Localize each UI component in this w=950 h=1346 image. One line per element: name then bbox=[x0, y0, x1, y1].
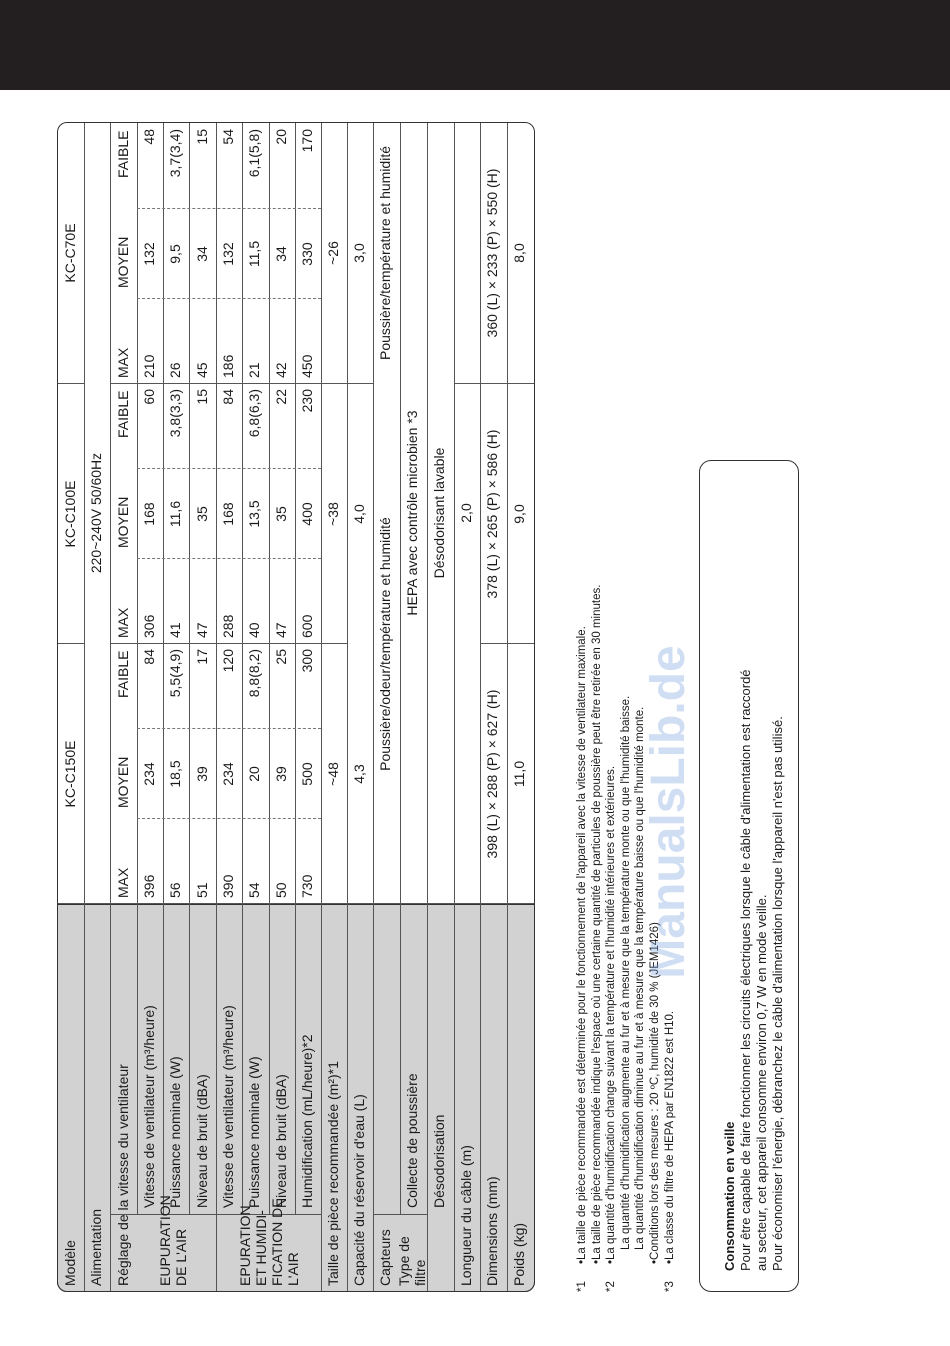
value-cell: 18,5 bbox=[167, 760, 183, 788]
label-taille: Taille de pièce recommandée (m²)*1 bbox=[325, 1061, 341, 1286]
value-cell: 35 bbox=[273, 506, 289, 522]
value-cell: 84 bbox=[220, 389, 236, 405]
alimentation-value: 220~240V 50/60Hz bbox=[88, 452, 104, 574]
value-cell: 54 bbox=[246, 882, 262, 898]
value-cell: 3,7(3,4) bbox=[167, 129, 183, 178]
value-cell: ~38 bbox=[325, 502, 341, 526]
value-cell: 21 bbox=[246, 362, 262, 378]
label-type-filtre-1: Type de bbox=[396, 1236, 412, 1286]
spec-table bbox=[57, 122, 535, 1292]
note-1a: •La taille de pièce recommandée est déterminée pour le fonctionnement de l'appareil avec la vitesse de ventilateur maximale. bbox=[576, 626, 588, 1264]
note-marker-1: *1 bbox=[576, 1281, 588, 1292]
note-2c: La quantité d'humidification diminue au fur et à mesure que la température baisse ou que l'humidité monte. bbox=[634, 706, 647, 1250]
label-humidification: Humidification (mL/heure)*2 bbox=[299, 1034, 315, 1208]
note-2a: •La quantité d'humidification change suivant la température et l'humidité intérieures et extérieures. bbox=[605, 765, 618, 1264]
value-cell: 8,0 bbox=[511, 243, 527, 263]
label-group-hum-1: EPURATION bbox=[237, 1205, 253, 1286]
label-group-hum-2: ET HUMIDI- bbox=[253, 1210, 269, 1286]
value-cell: 600 bbox=[299, 614, 315, 638]
label-hum-vitesse: Vitesse de ventilateur (m³/heure) bbox=[220, 1005, 236, 1208]
value-cell: 4,0 bbox=[351, 504, 367, 524]
standby-box bbox=[699, 460, 799, 1292]
speed-faible-150: FAIBLE bbox=[115, 650, 131, 698]
value-cell: 15 bbox=[194, 389, 210, 405]
label-group-air-2: DE L'AIR bbox=[173, 1228, 189, 1286]
note-1b: •La taille de pièce recommandée indique l'espace où une certaine quantité de particules de poussière peut être retirée en 30 minutes. bbox=[590, 584, 603, 1264]
label-modele: Modèle bbox=[62, 1240, 78, 1286]
value-cell: 234 bbox=[141, 762, 157, 786]
value-cell: 56 bbox=[167, 882, 183, 898]
value-cell: 54 bbox=[220, 129, 236, 145]
value-cell: 40 bbox=[246, 622, 262, 638]
standby-title: Consommation en veille bbox=[722, 1121, 737, 1271]
capteurs-value-a: Poussière/odeur/température et humidité bbox=[377, 517, 393, 771]
watermark: ManualsLib.de bbox=[642, 645, 695, 979]
value-cell: 11,6 bbox=[167, 500, 183, 528]
value-cell: 60 bbox=[141, 389, 157, 405]
value-cell: 22 bbox=[273, 389, 289, 405]
value-cell: 210 bbox=[141, 354, 157, 378]
value-cell: 51 bbox=[194, 882, 210, 898]
value-cell: 234 bbox=[220, 762, 236, 786]
value-cell: 11,5 bbox=[246, 240, 262, 268]
value-cell: 3,0 bbox=[351, 243, 367, 263]
label-capacite: Capacité du réservoir d'eau (L) bbox=[351, 1094, 367, 1286]
value-cell: 34 bbox=[273, 246, 289, 262]
capteurs-value-b: Poussière/température et humidité bbox=[377, 146, 393, 360]
value-cell: 378 (L) × 265 (P) × 586 (H) bbox=[484, 429, 500, 599]
label-dimensions: Dimensions (mm) bbox=[484, 1176, 500, 1286]
value-cell: 230 bbox=[299, 389, 315, 413]
value-cell: 39 bbox=[194, 766, 210, 782]
label-air-puissance: Puissance nominale (W) bbox=[167, 1056, 183, 1208]
value-cell: 120 bbox=[220, 649, 236, 673]
note-marker-2: *2 bbox=[605, 1281, 617, 1292]
value-cell: 13,5 bbox=[246, 500, 262, 528]
value-cell: 400 bbox=[299, 502, 315, 526]
speed-max-150: MAX bbox=[115, 867, 131, 898]
label-air-bruit: Niveau de bruit (dBA) bbox=[194, 1074, 210, 1208]
standby-line-3: Pour économiser l'énergie, débranchez le câble d'alimentation lorsque l'appareil n'est pas utilisé. bbox=[770, 716, 785, 1271]
value-cell: 45 bbox=[194, 362, 210, 378]
value-cell: 9,5 bbox=[167, 244, 183, 264]
value-cell: 132 bbox=[220, 242, 236, 266]
note-3: •La classe du filtre de HEPA par EN1822 est H10. bbox=[663, 1010, 676, 1264]
speed-max-100: MAX bbox=[115, 607, 131, 638]
label-type-filtre-2: filtre bbox=[412, 1259, 428, 1286]
value-cell: 34 bbox=[194, 246, 210, 262]
speed-faible-70: FAIBLE bbox=[115, 130, 131, 178]
label-hum-puissance: Puissance nominale (W) bbox=[246, 1056, 262, 1208]
model-name-kc-c150e: KC-C150E bbox=[62, 740, 78, 808]
speed-max-70: MAX bbox=[115, 347, 131, 378]
value-cell: 25 bbox=[273, 649, 289, 665]
value-cell: 84 bbox=[141, 649, 157, 665]
value-cell: 170 bbox=[299, 129, 315, 153]
label-desodorisation: Désodorisation bbox=[431, 1114, 447, 1208]
value-cell: 730 bbox=[299, 874, 315, 898]
value-cell: 450 bbox=[299, 354, 315, 378]
value-cell: 3,8(3,3) bbox=[167, 389, 183, 438]
note-2b: La quantité d'humidification augmente au fur et à mesure que la température monte ou que l'humidité baisse. bbox=[619, 695, 632, 1250]
value-cell: 168 bbox=[220, 502, 236, 526]
label-alimentation: Alimentation bbox=[88, 1208, 104, 1286]
value-cell: 500 bbox=[299, 762, 315, 786]
label-reglage: Réglage de la vitesse du ventilateur bbox=[115, 1064, 131, 1286]
label-capteurs: Capteurs bbox=[377, 1229, 393, 1286]
value-cell: 390 bbox=[220, 874, 236, 898]
note-2d: •Conditions lors des mesures : 20 ºC, humidité de 30 % (JEM1426) bbox=[649, 922, 661, 1264]
label-poids: Poids (kg) bbox=[511, 1222, 527, 1286]
value-cell: 5,5(4,9) bbox=[167, 649, 183, 698]
value-cell: 20 bbox=[246, 766, 262, 782]
value-cell: 330 bbox=[299, 242, 315, 266]
rotated-page bbox=[45, 2, 925, 1292]
note-marker-3: *3 bbox=[664, 1281, 676, 1292]
value-cell: 11,0 bbox=[511, 760, 527, 788]
value-cell: 26 bbox=[167, 362, 183, 378]
value-cell: 300 bbox=[299, 649, 315, 673]
label-longueur: Longueur du câble (m) bbox=[458, 1145, 474, 1286]
speed-faible-100: FAIBLE bbox=[115, 390, 131, 438]
label-group-hum-3: FICATION DE bbox=[269, 1198, 285, 1286]
value-cell: 41 bbox=[167, 622, 183, 638]
label-collecte: Collecte de poussière bbox=[404, 1073, 420, 1208]
standby-line-2: au secteur, cet appareil consomme environ 0,7 W en mode veille. bbox=[754, 894, 769, 1271]
standby-line-1: Pour être capable de faire fonctionner les circuits électriques lorsque le câble d'alimentation est raccordé bbox=[738, 669, 753, 1271]
value-cell: 35 bbox=[194, 506, 210, 522]
longueur-value: 2,0 bbox=[458, 503, 474, 523]
speed-moyen-100: MOYEN bbox=[115, 496, 131, 548]
value-cell: 360 (L) × 233 (P) × 550 (H) bbox=[484, 168, 500, 338]
value-cell: 15 bbox=[194, 129, 210, 145]
speed-moyen-70: MOYEN bbox=[115, 236, 131, 288]
value-cell: 17 bbox=[194, 649, 210, 665]
value-cell: 4,3 bbox=[351, 764, 367, 784]
value-cell: 47 bbox=[194, 622, 210, 638]
label-group-hum-4: L'AIR bbox=[285, 1252, 301, 1286]
value-cell: 42 bbox=[273, 362, 289, 378]
value-cell: 186 bbox=[220, 354, 236, 378]
label-group-air-1: EUPURATION bbox=[157, 1195, 173, 1286]
value-cell: 288 bbox=[220, 614, 236, 638]
speed-moyen-150: MOYEN bbox=[115, 756, 131, 808]
value-cell: 8,8(8,2) bbox=[246, 649, 262, 698]
value-cell: 132 bbox=[141, 242, 157, 266]
collecte-value: HEPA avec contrôle microbien *3 bbox=[404, 410, 420, 616]
model-name-kc-c100e: KC-C100E bbox=[62, 480, 78, 548]
value-cell: 6,8(6,3) bbox=[246, 389, 262, 438]
value-cell: 6,1(5,8) bbox=[246, 129, 262, 178]
value-cell: 48 bbox=[141, 129, 157, 145]
value-cell: 396 bbox=[141, 874, 157, 898]
value-cell: ~48 bbox=[325, 762, 341, 786]
desodorisation-value: Désodorisant lavable bbox=[431, 447, 447, 579]
value-cell: 398 (L) × 288 (P) × 627 (H) bbox=[484, 689, 500, 859]
value-cell: 39 bbox=[273, 766, 289, 782]
value-cell: 168 bbox=[141, 502, 157, 526]
model-name-kc-c70e: KC-C70E bbox=[62, 223, 78, 283]
value-cell: 50 bbox=[273, 882, 289, 898]
label-hum-bruit: Niveau de bruit (dBA) bbox=[273, 1074, 289, 1208]
value-cell: 47 bbox=[273, 622, 289, 638]
label-air-vitesse: Vitesse de ventilateur (m³/heure) bbox=[141, 1005, 157, 1208]
value-cell: 9,0 bbox=[511, 504, 527, 524]
value-cell: 306 bbox=[141, 614, 157, 638]
value-cell: ~26 bbox=[325, 241, 341, 265]
value-cell: 20 bbox=[273, 129, 289, 145]
